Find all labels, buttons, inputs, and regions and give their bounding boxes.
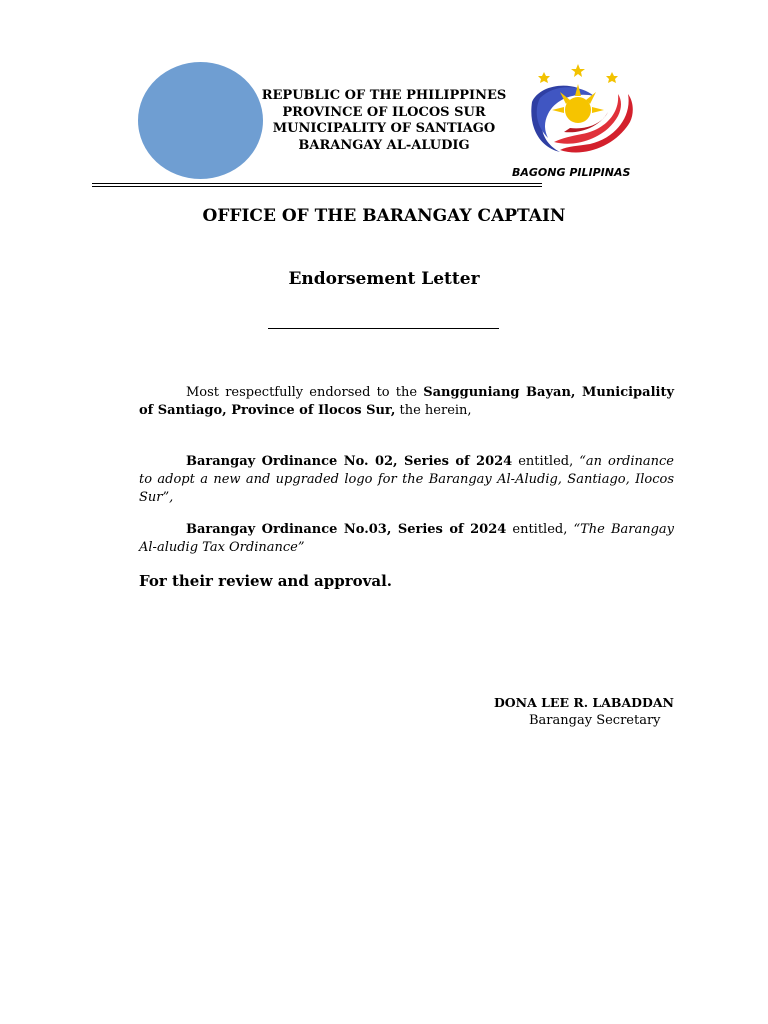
signatory-title: Barangay Secretary — [529, 713, 661, 728]
p2-ordinance-title: “an ordinance to adopt a new and upgraded logo for the Barangay Al-Aludig, Santiago, Ilocos Sur”, — [139, 454, 674, 505]
p3-ordinance-title: “The Barangay Al-aludig Tax Ordinance” — [139, 522, 675, 555]
p1-tail: the herein, — [395, 403, 472, 418]
p3-entitled: entitled, — [506, 522, 574, 537]
p3-ordinance-number: Barangay Ordinance No.03, Series of 2024 — [186, 522, 507, 537]
paragraph-ordinance-03 — [139, 521, 674, 557]
paragraph-ordinance-02 — [139, 453, 674, 507]
letterhead-divider — [92, 183, 542, 187]
office-title: OFFICE OF THE BARANGAY CAPTAIN — [202, 206, 566, 226]
logo-caption: BAGONG PILIPINAS — [512, 166, 631, 179]
bagong-pilipinas-logo — [520, 58, 642, 168]
letterhead — [200, 88, 568, 154]
title-underline — [268, 328, 499, 329]
paragraph-endorsement — [139, 384, 674, 420]
letterhead-line-municipality: MUNICIPALITY OF SANTIAGO — [272, 121, 496, 136]
p2-entitled: entitled, — [512, 454, 580, 469]
p1-recipient: Sangguniang Bayan, Municipality of Santiago, Province of Ilocos Sur, — [139, 385, 675, 418]
letterhead-line-province: PROVINCE OF ILOCOS SUR — [282, 104, 486, 120]
closing-statement: For their review and approval. — [139, 572, 392, 590]
signatory-name: DONA LEE R. LABADDAN — [493, 695, 674, 710]
letterhead-line-republic: REPUBLIC OF THE PHILIPPINES — [261, 88, 507, 103]
p1-lead: Most respectfully endorsed to the — [186, 385, 424, 400]
p2-ordinance-number: Barangay Ordinance No. 02, Series of 2024 — [186, 454, 513, 469]
document-title: Endorsement Letter — [288, 269, 480, 289]
letterhead-line-barangay: BARANGAY AL-ALUDIG — [298, 137, 470, 153]
